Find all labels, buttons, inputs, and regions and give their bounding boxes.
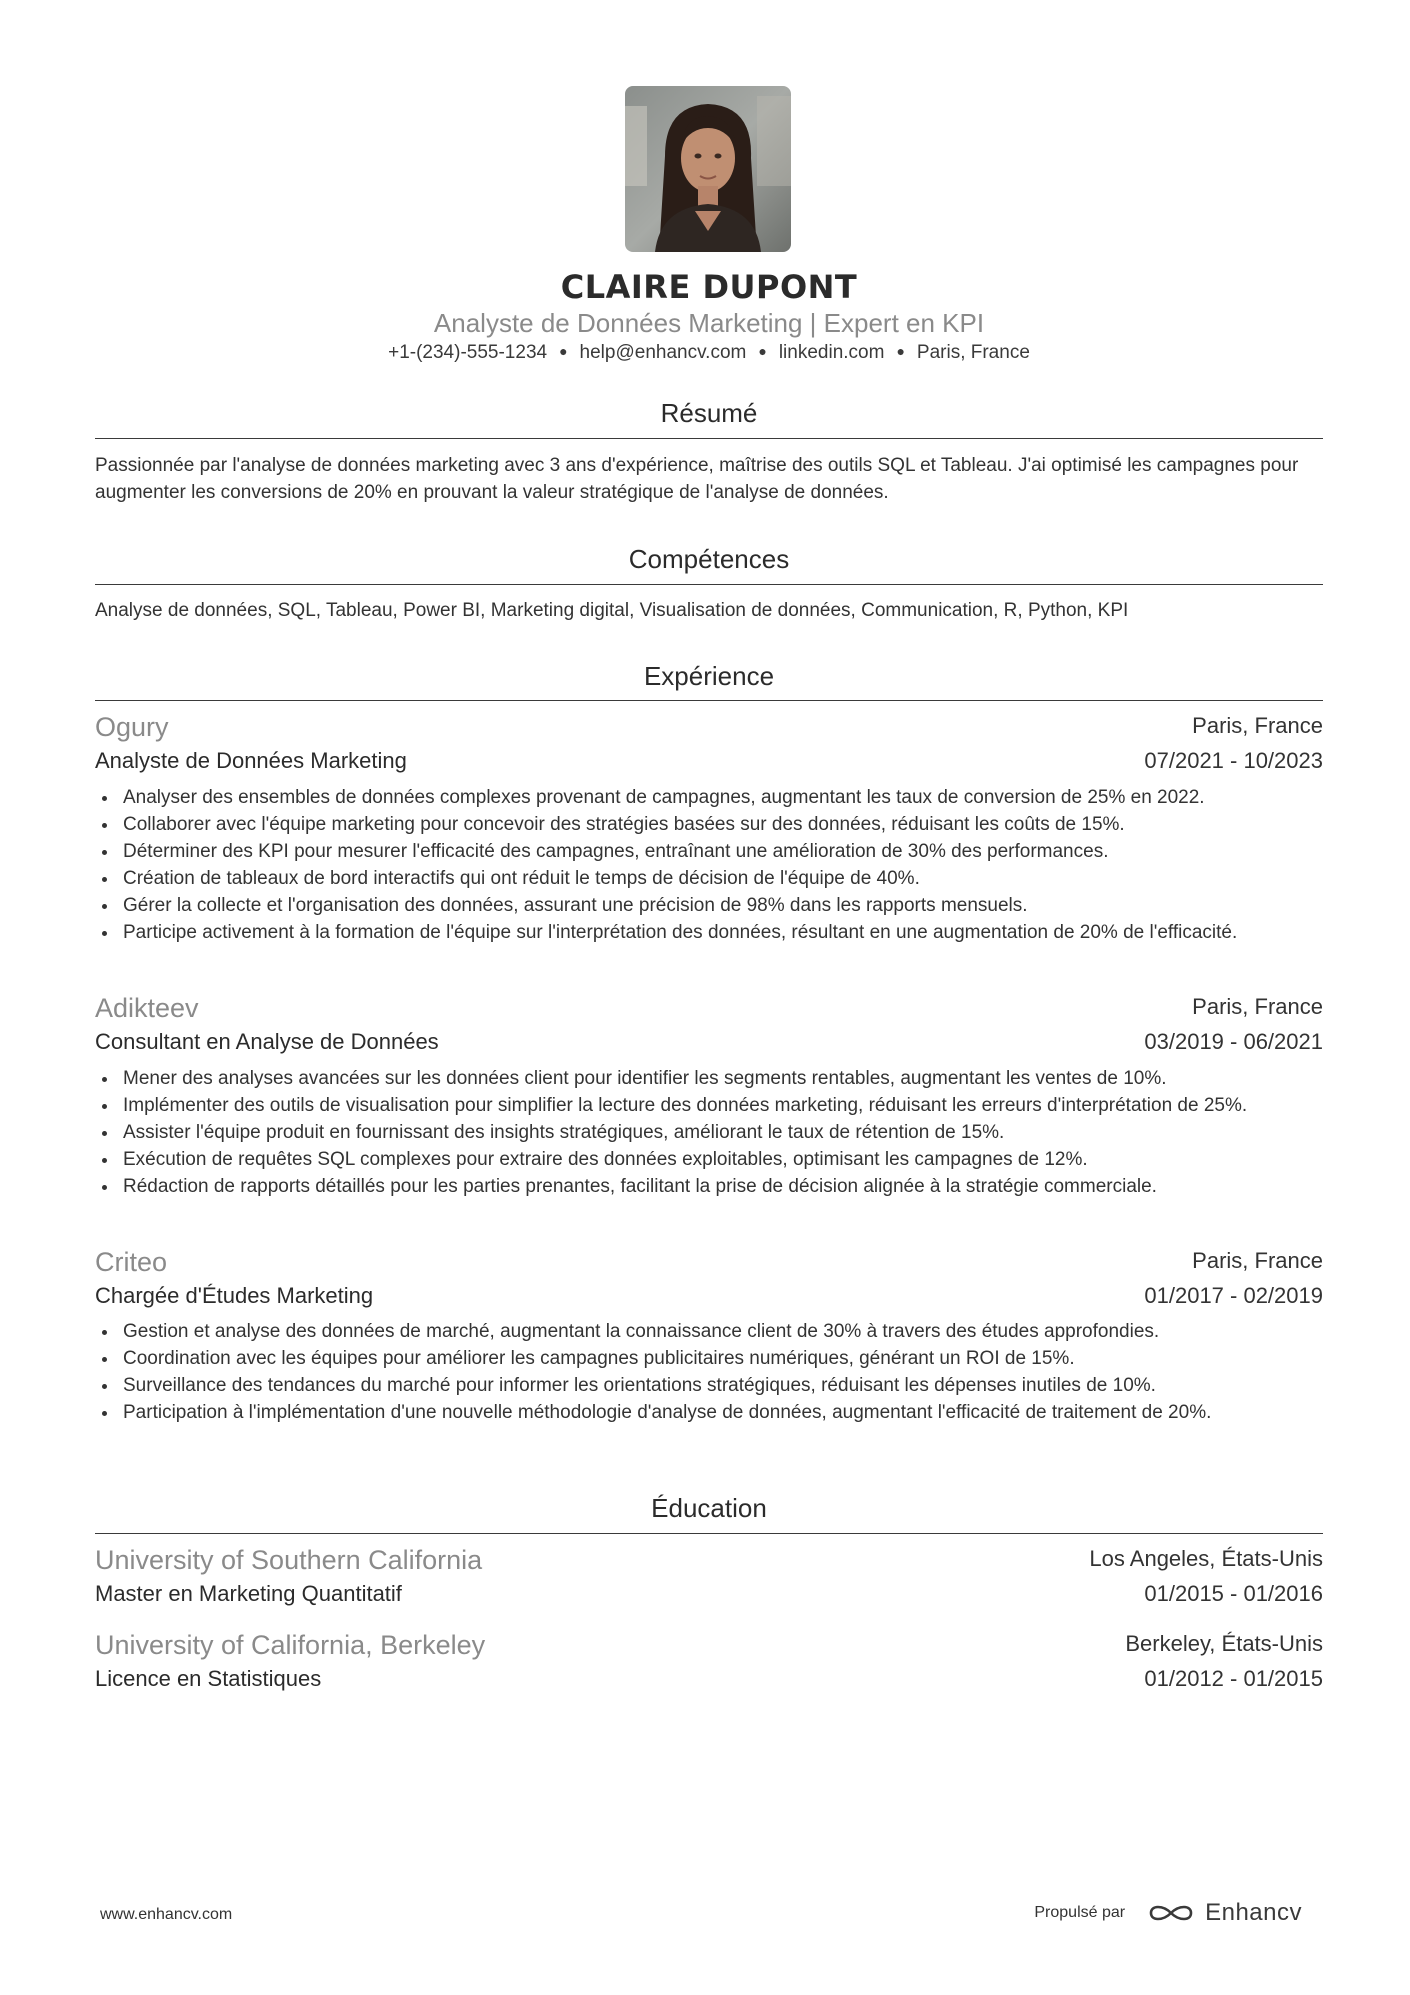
job-dates: 01/2017 - 02/2019 bbox=[1144, 1283, 1323, 1308]
summary-text: Passionnée par l'analyse de données marketing avec 3 ans d'expérience, maîtrise des outils SQL et Tableau. J'ai optimisé les campagnes pour augmenter les conversions de 20% en prouvant la valeur stratégique de l'analyse de données. bbox=[95, 455, 1299, 503]
summary-divider bbox=[95, 438, 1323, 439]
degree-name: Master en Marketing Quantitatif bbox=[95, 1581, 402, 1606]
education-dates: 01/2012 - 01/2015 bbox=[1144, 1666, 1323, 1691]
company-name: Adikteev bbox=[95, 993, 199, 1023]
job-role: Chargée d'Études Marketing bbox=[95, 1283, 374, 1308]
job-role: Consultant en Analyse de Données bbox=[95, 1029, 439, 1054]
school-location: Berkeley, États-Unis bbox=[1125, 1631, 1323, 1656]
job-bullet: Assister l'équipe produit en fournissant des insights stratégiques, améliorant le taux de rétention de 15%. bbox=[95, 1119, 1323, 1146]
education-subheader bbox=[95, 1581, 1323, 1613]
job-bullet: Gérer la collecte et l'organisation des données, assurant une précision de 98% dans les rapports mensuels. bbox=[95, 892, 1323, 919]
company-name: Ogury bbox=[95, 712, 169, 742]
education-divider bbox=[95, 1533, 1323, 1534]
job-bullet: Participation à l'implémentation d'une nouvelle méthodologie d'analyse de données, augmentant l'efficacité de traitement de 20%. bbox=[95, 1399, 1323, 1426]
job-location: Paris, France bbox=[1192, 713, 1323, 738]
company-name: Criteo bbox=[95, 1247, 168, 1277]
location-text: Paris, France bbox=[916, 342, 1030, 363]
degree-name: Licence en Statistiques bbox=[95, 1666, 322, 1691]
contact-line bbox=[95, 342, 1323, 364]
job-bullets bbox=[95, 784, 1323, 946]
skills-text: Analyse de données, SQL, Tableau, Power BI, Marketing digital, Visualisation de données, Communication, R, Python, KPI bbox=[95, 600, 1129, 621]
job-bullet: Exécution de requêtes SQL complexes pour extraire des données exploitables, optimisant les campagnes de 12%. bbox=[95, 1146, 1323, 1173]
job-dates: 07/2021 - 10/2023 bbox=[1144, 748, 1323, 773]
job-bullet: Mener des analyses avancées sur les données client pour identifier les segments rentables, augmentant les ventes de 10%. bbox=[95, 1065, 1323, 1092]
job-subheader bbox=[95, 1283, 1323, 1315]
candidate-headline: Analyste de Données Marketing | Expert en KPI bbox=[433, 308, 985, 338]
phone-text: +1-(234)-555-1234 bbox=[388, 342, 548, 363]
job-role: Analyste de Données Marketing bbox=[95, 748, 407, 773]
job-bullet: Participe activement à la formation de l'équipe sur l'interprétation des données, résultant en une augmentation de 20% de l'efficacité. bbox=[95, 919, 1323, 946]
job-bullet: Surveillance des tendances du marché pour informer les orientations stratégiques, réduisant les dépenses inutiles de 10%. bbox=[95, 1372, 1323, 1399]
job-bullets bbox=[95, 1065, 1323, 1200]
education-header bbox=[95, 1630, 1323, 1662]
job-bullets bbox=[95, 1318, 1323, 1426]
job-bullet: Création de tableaux de bord interactifs qui ont réduit le temps de décision de l'équipe de 40%. bbox=[95, 865, 1323, 892]
job-location: Paris, France bbox=[1192, 1248, 1323, 1273]
skills-heading: Compétences bbox=[628, 544, 790, 574]
profile-photo-image bbox=[625, 86, 791, 252]
job-bullet: Collaborer avec l'équipe marketing pour concevoir des stratégies basées sur des données, réduisant les coûts de 15%. bbox=[95, 811, 1323, 838]
job-subheader bbox=[95, 1029, 1323, 1061]
job-subheader bbox=[95, 748, 1323, 780]
job-header bbox=[95, 1247, 1323, 1279]
job-header bbox=[95, 712, 1323, 744]
job-header bbox=[95, 993, 1323, 1025]
education-heading: Éducation bbox=[651, 1493, 767, 1523]
linkedin-text: linkedin.com bbox=[778, 342, 885, 363]
education-header bbox=[95, 1545, 1323, 1577]
separator-dot-icon: ● bbox=[896, 343, 905, 359]
school-name: University of California, Berkeley bbox=[95, 1630, 486, 1660]
separator-dot-icon: ● bbox=[559, 343, 568, 359]
job-bullet: Déterminer des KPI pour mesurer l'efficacité des campagnes, entraînant une amélioration de 30% des performances. bbox=[95, 838, 1323, 865]
candidate-name: CLAIRE DUPONT bbox=[560, 268, 858, 306]
job-bullet: Rédaction de rapports détaillés pour les parties prenantes, facilitant la prise de décision alignée à la stratégie commerciale. bbox=[95, 1173, 1323, 1200]
experience-divider bbox=[95, 700, 1323, 701]
school-location: Los Angeles, États-Unis bbox=[1089, 1546, 1323, 1571]
school-name: University of Southern California bbox=[95, 1545, 483, 1575]
skills-divider bbox=[95, 584, 1323, 585]
email-text: help@enhancv.com bbox=[579, 342, 747, 363]
summary-heading: Résumé bbox=[660, 398, 758, 428]
footer-branding bbox=[1034, 1898, 1302, 1928]
job-bullet: Analyser des ensembles de données complexes provenant de campagnes, augmentant les taux de conversion de 25% en 2022. bbox=[95, 784, 1323, 811]
job-location: Paris, France bbox=[1192, 994, 1323, 1019]
education-subheader bbox=[95, 1666, 1323, 1698]
enhancv-logo-icon bbox=[1147, 1901, 1195, 1925]
powered-by-text: Propulsé par bbox=[1034, 1904, 1126, 1921]
profile-photo bbox=[625, 86, 791, 252]
job-bullet: Coordination avec les équipes pour améliorer les campagnes publicitaires numériques, générant un ROI de 15%. bbox=[95, 1345, 1323, 1372]
experience-heading: Expérience bbox=[643, 661, 775, 691]
job-dates: 03/2019 - 06/2021 bbox=[1144, 1029, 1323, 1054]
job-bullet: Implémenter des outils de visualisation pour simplifier la lecture des données marketing, réduisant les erreurs d'interprétation de 25%. bbox=[95, 1092, 1323, 1119]
education-dates: 01/2015 - 01/2016 bbox=[1144, 1581, 1323, 1606]
footer-website[interactable]: www.enhancv.com bbox=[100, 1906, 233, 1923]
job-bullet: Gestion et analyse des données de marché, augmentant la connaissance client de 30% à travers des études approfondies. bbox=[95, 1318, 1323, 1345]
brand-name: Enhancv bbox=[1205, 1899, 1302, 1926]
separator-dot-icon: ● bbox=[758, 343, 767, 359]
